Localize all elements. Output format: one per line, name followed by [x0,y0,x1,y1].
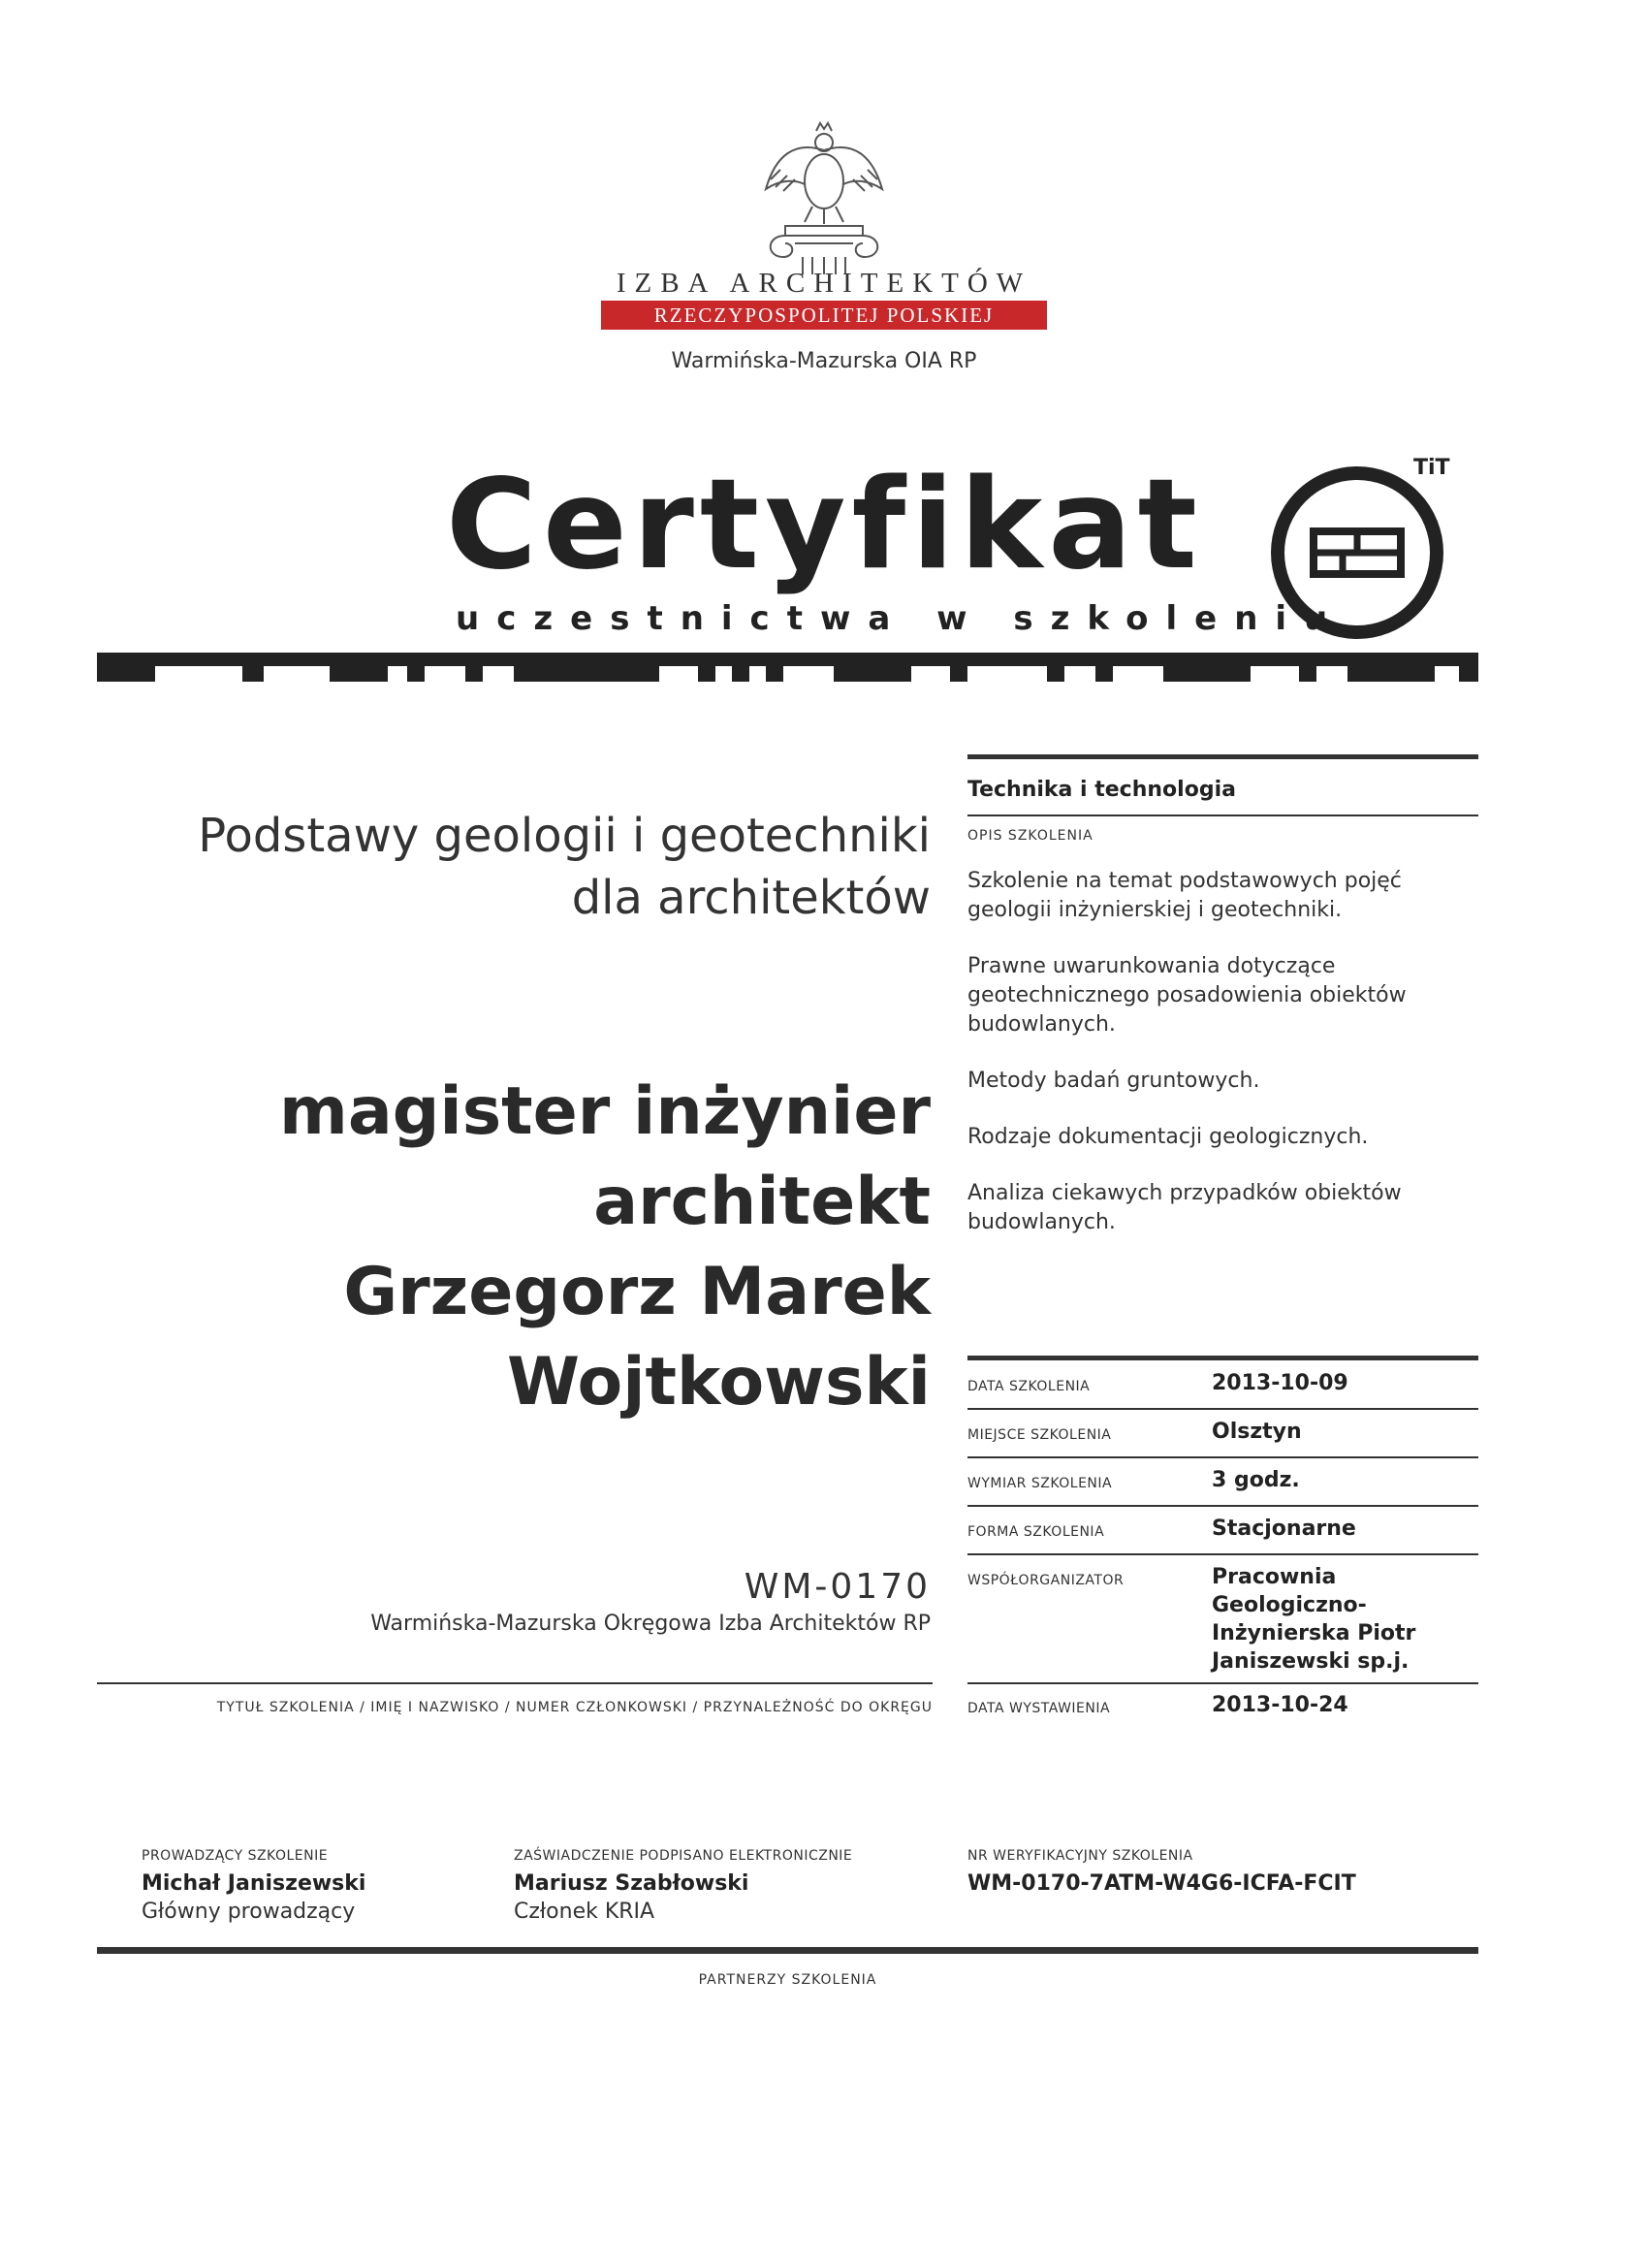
details-top-rule [967,1356,1478,1360]
regional-chamber: Warmińska-Mazurska OIA RP [671,349,977,373]
detail-divider [967,1682,1478,1684]
left-caption: TYTUŁ SZKOLENIA / IMIĘ I NAZWISKO / NUMER CZŁONKOWSKI / PRZYNALEŻNOŚĆ DO OKRĘGU [216,1700,933,1715]
signer-label: ZAŚWIADCZENIE PODPISANO ELEKTRONICZNIE [514,1848,853,1864]
certificate-title: Certyfikat [446,453,1203,597]
form-value: Stacjonarne [1212,1517,1356,1541]
participant-name-line1: Grzegorz Marek [343,1254,931,1330]
place-value: Olsztyn [1212,1420,1302,1444]
date-value: 2013-10-09 [1212,1371,1348,1395]
date-label: DATA SZKOLENIA [967,1379,1091,1394]
course-title [155,805,931,929]
trainer-label: PROWADZĄCY SZKOLENIE [142,1848,329,1864]
description-label: OPIS SZKOLENIA [967,828,1093,844]
verification-code: WM-0170-7ATM-W4G6-ICFA-FCIT [967,1871,1356,1896]
footer-rule [97,1947,1478,1954]
form-label: FORMA SZKOLENIA [967,1524,1105,1540]
polish-eagle-emblem-icon [727,121,921,276]
description-item: Analiza ciekawych przypadków obiektów budowlanych. [967,1181,1402,1234]
membership-number: WM-0170 [744,1567,931,1607]
district-chamber: Warmińska-Mazurska Okręgowa Izba Architektów RP [370,1612,931,1636]
participant-block [194,1067,931,1427]
description-item: Metody badań gruntowych. [967,1069,1260,1093]
signer-name: Mariusz Szabłowski [514,1871,749,1896]
description-item: Rodzaje dokumentacji geologicznych. [967,1125,1369,1149]
course-description [967,867,1478,1264]
detail-divider [967,1553,1478,1555]
partners-label: PARTNERZY SZKOLENIA [698,1972,877,1988]
duration-label: WYMIAR SZKOLENIA [967,1476,1113,1491]
verification-block [967,1848,1356,1896]
coorganizer-value: Pracownia Geologiczno-Inżynierska Piotr Janiszewski sp.j. [1212,1565,1416,1674]
issue-date-label: DATA WYSTAWIENIA [967,1701,1111,1716]
category-bottom-rule [967,815,1478,816]
category-top-rule [967,754,1478,759]
signer-role: Członek KRIA [514,1900,655,1924]
detail-divider [967,1505,1478,1507]
left-caption-rule [97,1682,933,1684]
participant-title-line2: architekt [593,1164,931,1240]
trainer-role: Główny prowadzący [142,1900,356,1924]
detail-divider [967,1408,1478,1410]
chamber-name-line2: RZECZYPOSPOLITEJ POLSKIEJ [601,301,1047,330]
course-title-line1: Podstawy geologii i geotechniki [198,809,931,863]
duration-value: 3 godz. [1212,1468,1300,1492]
verification-label: NR WERYFIKACYJNY SZKOLENIA [967,1848,1193,1864]
description-item: Szkolenie na temat podstawowych pojęć geologii inżynierskiej i geotechniki. [967,869,1402,922]
participant-title-line1: magister inżynier [278,1073,931,1150]
place-label: MIEJSCE SZKOLENIA [967,1427,1112,1443]
decorative-bar-divider [97,653,1478,682]
course-title-line2: dla architektów [571,871,931,925]
certificate-subtitle: uczestnictwa w szkoleniu [456,599,1346,638]
tit-logo-icon [1260,456,1454,650]
signer-signature [514,1848,852,1924]
trainer-name: Michał Janiszewski [142,1871,366,1896]
detail-divider [967,1456,1478,1458]
trainer-signature [142,1848,365,1924]
coorganizer-label: WSPÓŁORGANIZATOR [967,1573,1125,1588]
participant-name-line2: Wojtkowski [506,1344,931,1421]
chamber-name-line1: IZBA ARCHITEKTÓW [616,268,1032,299]
course-category: Technika i technologia [967,778,1236,802]
tit-logo-label: TiT [1413,456,1450,480]
description-item: Prawne uwarunkowania dotyczące geotechnicznego posadowienia obiektów budowlanych. [967,954,1407,1037]
issue-date-value: 2013-10-24 [1212,1693,1348,1717]
